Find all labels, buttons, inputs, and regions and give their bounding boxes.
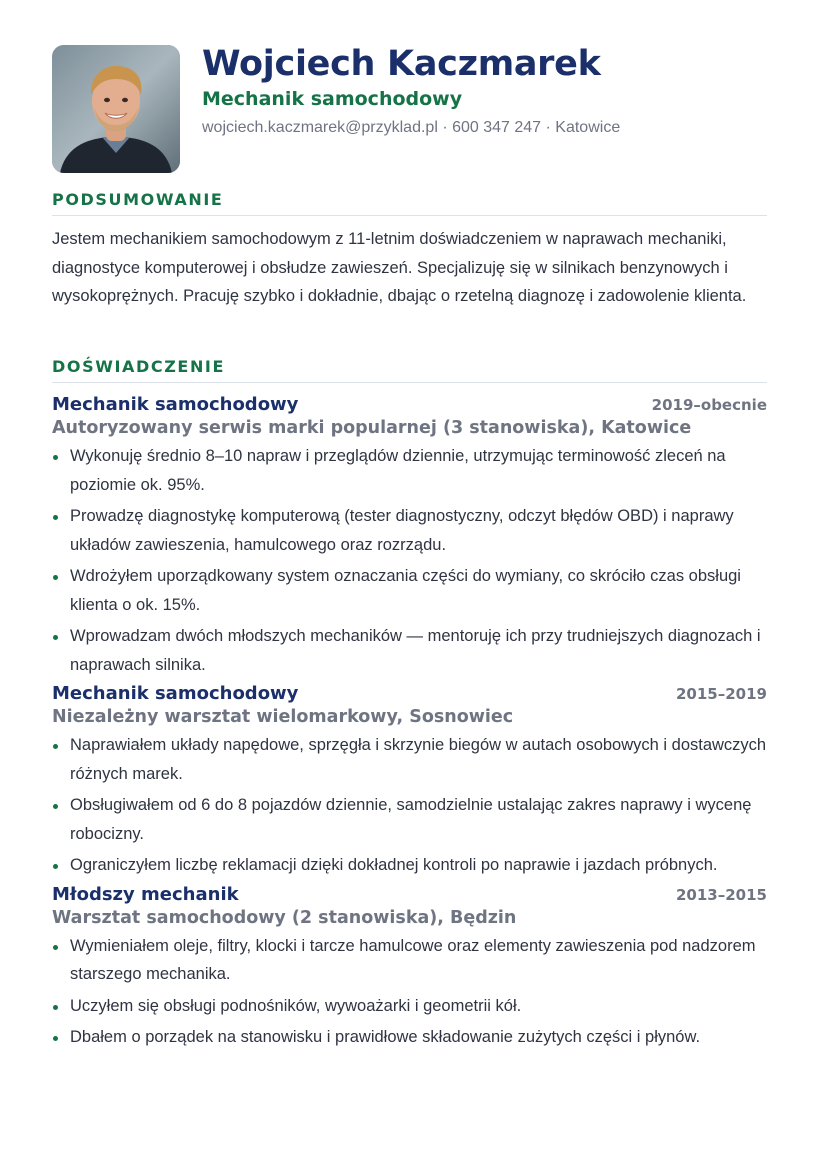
- bullet-icon: [53, 635, 58, 640]
- job-entry: [52, 393, 767, 679]
- job-entry: [52, 883, 767, 1052]
- profile-photo: [52, 45, 180, 173]
- contact-line: wojciech.kaczmarek@przyklad.pl · 600 347 247 · Katowice: [202, 119, 621, 136]
- bullet-icon: [53, 945, 58, 950]
- bullet-icon: [53, 575, 58, 580]
- job-title: Mechanik samochodowy: [52, 683, 299, 704]
- list-item: Wykonuję średnio 8–10 napraw i przeglądów dziennie, utrzymując terminowość zleceń na poziomie ok. 95%.: [52, 442, 767, 499]
- list-item: Wprowadzam dwóch młodszych mechaników — mentoruję ich przy trudniejszych diagnozach i naprawach silnika.: [52, 622, 767, 679]
- resume-header: [52, 45, 620, 173]
- list-item: Ograniczyłem liczbę reklamacji dzięki dokładnej kontroli po naprawie i jazdach próbnych.: [52, 851, 767, 880]
- bullet-icon: [53, 804, 58, 809]
- bullet-icon: [53, 1036, 58, 1041]
- experience-heading: DOŚWIADCZENIE: [52, 357, 767, 383]
- job-company: Autoryzowany serwis marki popularnej (3 stanowiska), Katowice: [52, 418, 692, 438]
- list-item: Obsługiwałem od 6 do 8 pojazdów dziennie, samodzielnie ustalając zakres naprawy i wycenę robocizny.: [52, 791, 767, 848]
- bullet-icon: [53, 1005, 58, 1010]
- job-company: Warsztat samochodowy (2 stanowiska), Będzin: [52, 907, 517, 928]
- list-item: Wymieniałem oleje, filtry, klocki i tarcze hamulcowe oraz elementy zawieszenia pod nadzorem starszego mechanika.: [52, 932, 767, 989]
- job-dates: 2015–2019: [676, 685, 767, 703]
- candidate-name: Wojciech Kaczmarek: [202, 44, 601, 84]
- experience-section: [52, 357, 767, 1055]
- list-item: Prowadzę diagnostykę komputerową (tester diagnostyczny, odczyt błędów OBD) i naprawy układów zawieszenia, hamulcowego oraz rozrządu.: [52, 502, 767, 559]
- summary-section: [52, 190, 767, 311]
- job-dates: 2013–2015: [676, 885, 767, 904]
- bullet-icon: [53, 744, 58, 749]
- list-item: Naprawiałem układy napędowe, sprzęgła i skrzynie biegów w autach osobowych i dostawczych różnych marek.: [52, 731, 767, 788]
- job-entry: [52, 682, 767, 880]
- job-title: Mechanik samochodowy: [52, 394, 299, 415]
- summary-text: Jestem mechanikiem samochodowym z 11-letnim doświadczeniem w naprawach mechaniki, diagnostyce komputerowej i obsłudze zawieszeń. Specjalizuję się w silnikach benzynowych i wysokoprężnych. Pracuję szybko i dokładnie, dbając o rzetelną diagnozę i zadowolenie klienta.: [52, 230, 747, 305]
- bullet-icon: [53, 864, 58, 869]
- job-title: Młodszy mechanik: [52, 883, 239, 905]
- bullet-icon: [53, 515, 58, 520]
- job-company: Niezależny warsztat wielomarkowy, Sosnowiec: [52, 707, 514, 727]
- candidate-role: Mechanik samochodowy: [202, 88, 463, 110]
- bullet-icon: [53, 455, 58, 460]
- summary-heading: PODSUMOWANIE: [52, 190, 767, 216]
- list-item: Dbałem o porządek na stanowisku i prawidłowe składowanie zużytych części i płynów.: [52, 1023, 767, 1052]
- job-dates: 2019–obecnie: [651, 396, 767, 414]
- list-item: Wdrożyłem uporządkowany system oznaczania części do wymiany, co skróciło czas obsługi klienta o ok. 15%.: [52, 562, 767, 619]
- list-item: Uczyłem się obsługi podnośników, wywoażarki i geometrii kół.: [52, 992, 767, 1021]
- header-text: [202, 42, 620, 173]
